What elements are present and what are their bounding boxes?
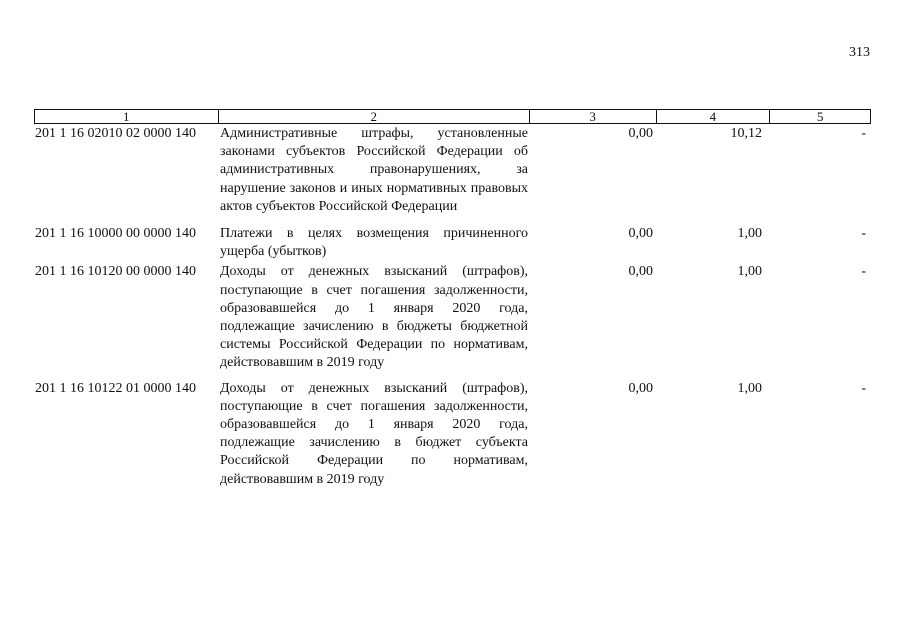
column-header-5: 5: [816, 109, 824, 124]
column-header-2: 2: [219, 110, 530, 123]
value-column-3: 0,00: [628, 264, 653, 280]
revenue-name: Доходы от денежных взысканий (штрафов), поступающие в счет погашения задолженности, образовавшейся до 1 января 2020 года, подлежащие зачислению в бюджеты бюджетной системы Российской Федерации по нормативам, действовавшим в 2019 году: [220, 264, 528, 371]
table-row: [34, 263, 871, 372]
column-header-4: 4: [657, 110, 771, 123]
budget-classification-code: 201 1 16 02010 02 0000 140: [35, 126, 196, 141]
value-column-4: 1,00: [737, 226, 762, 242]
value-column-4: 1,00: [737, 264, 762, 280]
value-column-5: -: [861, 126, 866, 141]
table-row: [34, 125, 871, 216]
value-column-5: -: [861, 380, 866, 396]
budget-classification-code: 201 1 16 10120 00 0000 140: [35, 264, 196, 280]
value-column-3: 0,00: [628, 226, 653, 242]
budget-classification-code: 201 1 16 10122 01 0000 140: [35, 380, 196, 396]
page-number: 313: [849, 45, 870, 60]
value-column-5: -: [861, 264, 866, 280]
value-column-4: 10,12: [730, 126, 762, 141]
value-column-3: 0,00: [628, 126, 653, 141]
table-header-row: [34, 109, 871, 124]
revenue-name: Доходы от денежных взысканий (штрафов), поступающие в счет погашения задолженности, образовавшейся до 1 января 2020 года, подлежащие зачислению в бюджет субъекта Российской Федерации по нормативам, действовавшим в 2019 году: [220, 380, 528, 487]
budget-classification-code: 201 1 16 10000 00 0000 140: [35, 226, 196, 242]
column-header-1: 1: [35, 110, 219, 123]
column-header-3: 3: [530, 110, 657, 123]
table-row: [34, 380, 871, 489]
value-column-3: 0,00: [628, 380, 653, 396]
revenue-table: [34, 109, 871, 489]
revenue-name: Платежи в целях возмещения причиненного ущерба (убытков): [220, 226, 528, 260]
value-column-5: -: [861, 226, 866, 242]
value-column-4: 1,00: [737, 380, 762, 396]
table-row: [34, 225, 871, 261]
revenue-name: Административные штрафы, установленные законами субъектов Российской Федерации об административных правонарушениях, за нарушение законов и иных нормативных правовых актов субъектов Российской Федерации: [220, 126, 528, 214]
